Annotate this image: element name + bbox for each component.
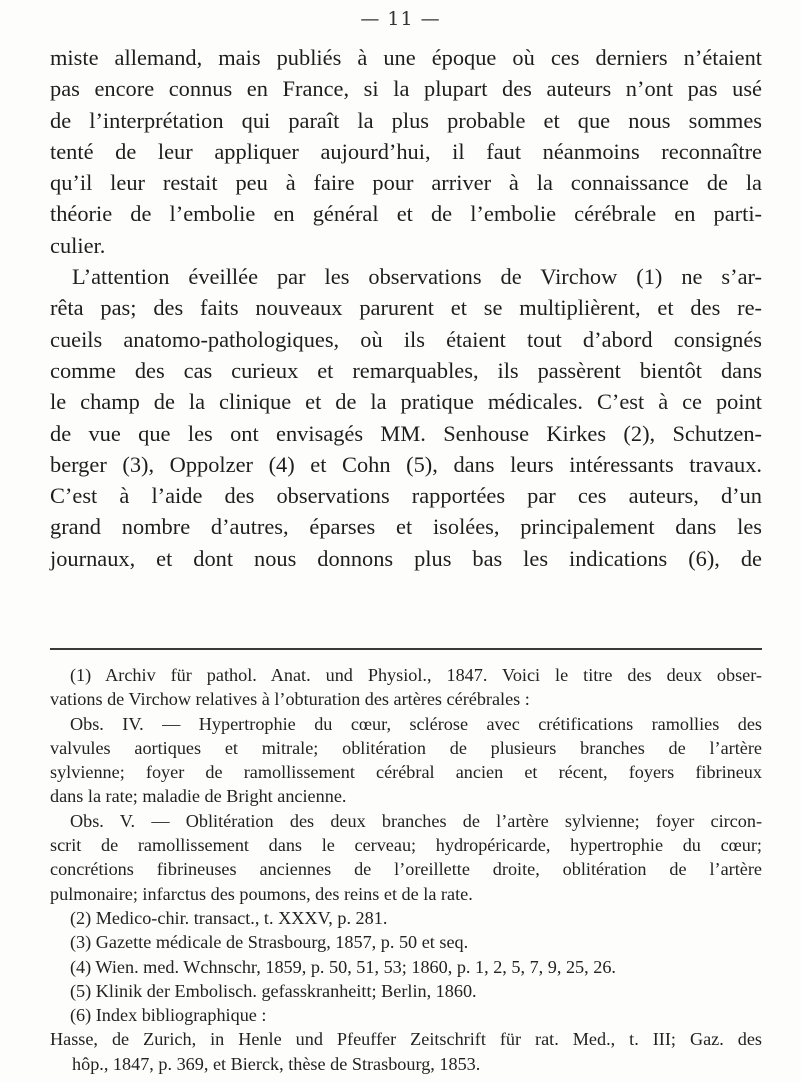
footnote-line: Obs. V. — Oblitération des deux branches de l’artère sylvienne; foyer circon- xyxy=(70,810,762,831)
text-line: théorie de l’embolie en général et de l’embolie cérébrale en parti- xyxy=(50,201,762,227)
footnote-line: scrit de ramollissement dans le cerveau; hydropéricarde, hypertrophie du cœur; xyxy=(50,835,762,856)
page-number-header: — 11 — xyxy=(360,8,441,30)
text-line: rêta pas; des faits nouveaux parurent et se multiplièrent, et des re- xyxy=(50,295,762,321)
text-line: berger (3), Oppolzer (4) et Cohn (5), dans leurs intéressants travaux. xyxy=(50,451,762,477)
text-line: de l’interprétation qui paraît la plus probable et que nous sommes xyxy=(50,107,762,133)
text-line: grand nombre d’autres, éparses et isolées, principalement dans les xyxy=(50,514,762,540)
footnote-line: vations de Virchow relatives à l’obturation des artères cérébrales : xyxy=(50,689,530,710)
text-line: pas encore connus en France, si la plupart des auteurs n’ont pas usé xyxy=(50,76,762,102)
footnote-line: (3) Gazette médicale de Strasbourg, 1857, p. 50 et seq. xyxy=(70,932,469,953)
footnote-line: valvules aortiques et mitrale; oblitération de plusieurs branches de l’artère xyxy=(50,737,762,758)
footnote-line: hôp., 1847, p. 369, et Bierck, thèse de Strasbourg, 1853. xyxy=(72,1053,481,1074)
text-line: qu’il leur restait peu à faire pour arriver à la connaissance de la xyxy=(50,170,762,196)
text-line: cueils anatomo-pathologiques, où ils étaient tout d’abord consignés xyxy=(50,326,762,352)
text-line: tenté de leur appliquer aujourd’hui, il faut néanmoins reconnaître xyxy=(50,138,762,164)
text-line: comme des cas curieux et remarquables, ils passèrent bientôt dans xyxy=(50,357,762,383)
footnote-line: concrétions fibrineuses anciennes de l’oreillette droite, oblitération de l’artère xyxy=(50,859,762,880)
footnotes-block xyxy=(50,663,762,1076)
footnote-line: dans la rate; maladie de Bright ancienne. xyxy=(50,786,347,807)
text-line: miste allemand, mais publiés à une époque où ces derniers n’étaient xyxy=(50,45,762,70)
footnote-line: (2) Medico-chir. transact., t. XXXV, p. 281. xyxy=(70,907,388,928)
footnote-line: Obs. IV. — Hypertrophie du cœur, sclérose avec crétifications ramollies des xyxy=(70,713,762,734)
text-line: journaux, et dont nous donnons plus bas les indications (6), de xyxy=(50,545,762,571)
footnote-divider xyxy=(50,648,762,650)
footnote-line: Hasse, de Zurich, in Henle und Pfeuffer Zeitschrift für rat. Med., t. III; Gaz. des xyxy=(50,1029,762,1050)
text-line: L’attention éveillée par les observations de Virchow (1) ne s’ar- xyxy=(72,264,762,290)
footnote-line: (6) Index bibliographique : xyxy=(70,1005,267,1026)
footnote-line: (1) Archiv für pathol. Anat. und Physiol., 1847. Voici le titre des deux obser- xyxy=(70,665,762,685)
footnote-line: pulmonaire; infarctus des poumons, des reins et de la rate. xyxy=(50,883,473,904)
text-line: C’est à l’aide des observations rapportées par ces auteurs, d’un xyxy=(50,483,762,509)
main-text-block xyxy=(50,42,762,574)
footnote-line: (4) Wien. med. Wchnschr, 1859, p. 50, 51, 53; 1860, p. 1, 2, 5, 7, 9, 25, 26. xyxy=(70,956,616,977)
text-line: de vue que les ont envisagés MM. Senhouse Kirkes (2), Schutzen- xyxy=(50,420,762,446)
text-line: le champ de la clinique et de la pratique médicales. C’est à ce point xyxy=(50,389,762,415)
footnote-line: (5) Klinik der Embolisch. gefasskranheitt; Berlin, 1860. xyxy=(70,980,477,1001)
text-line: culier. xyxy=(50,232,106,258)
footnote-line: sylvienne; foyer de ramollissement cérébral ancien et récent, foyers fibrineux xyxy=(50,762,762,783)
